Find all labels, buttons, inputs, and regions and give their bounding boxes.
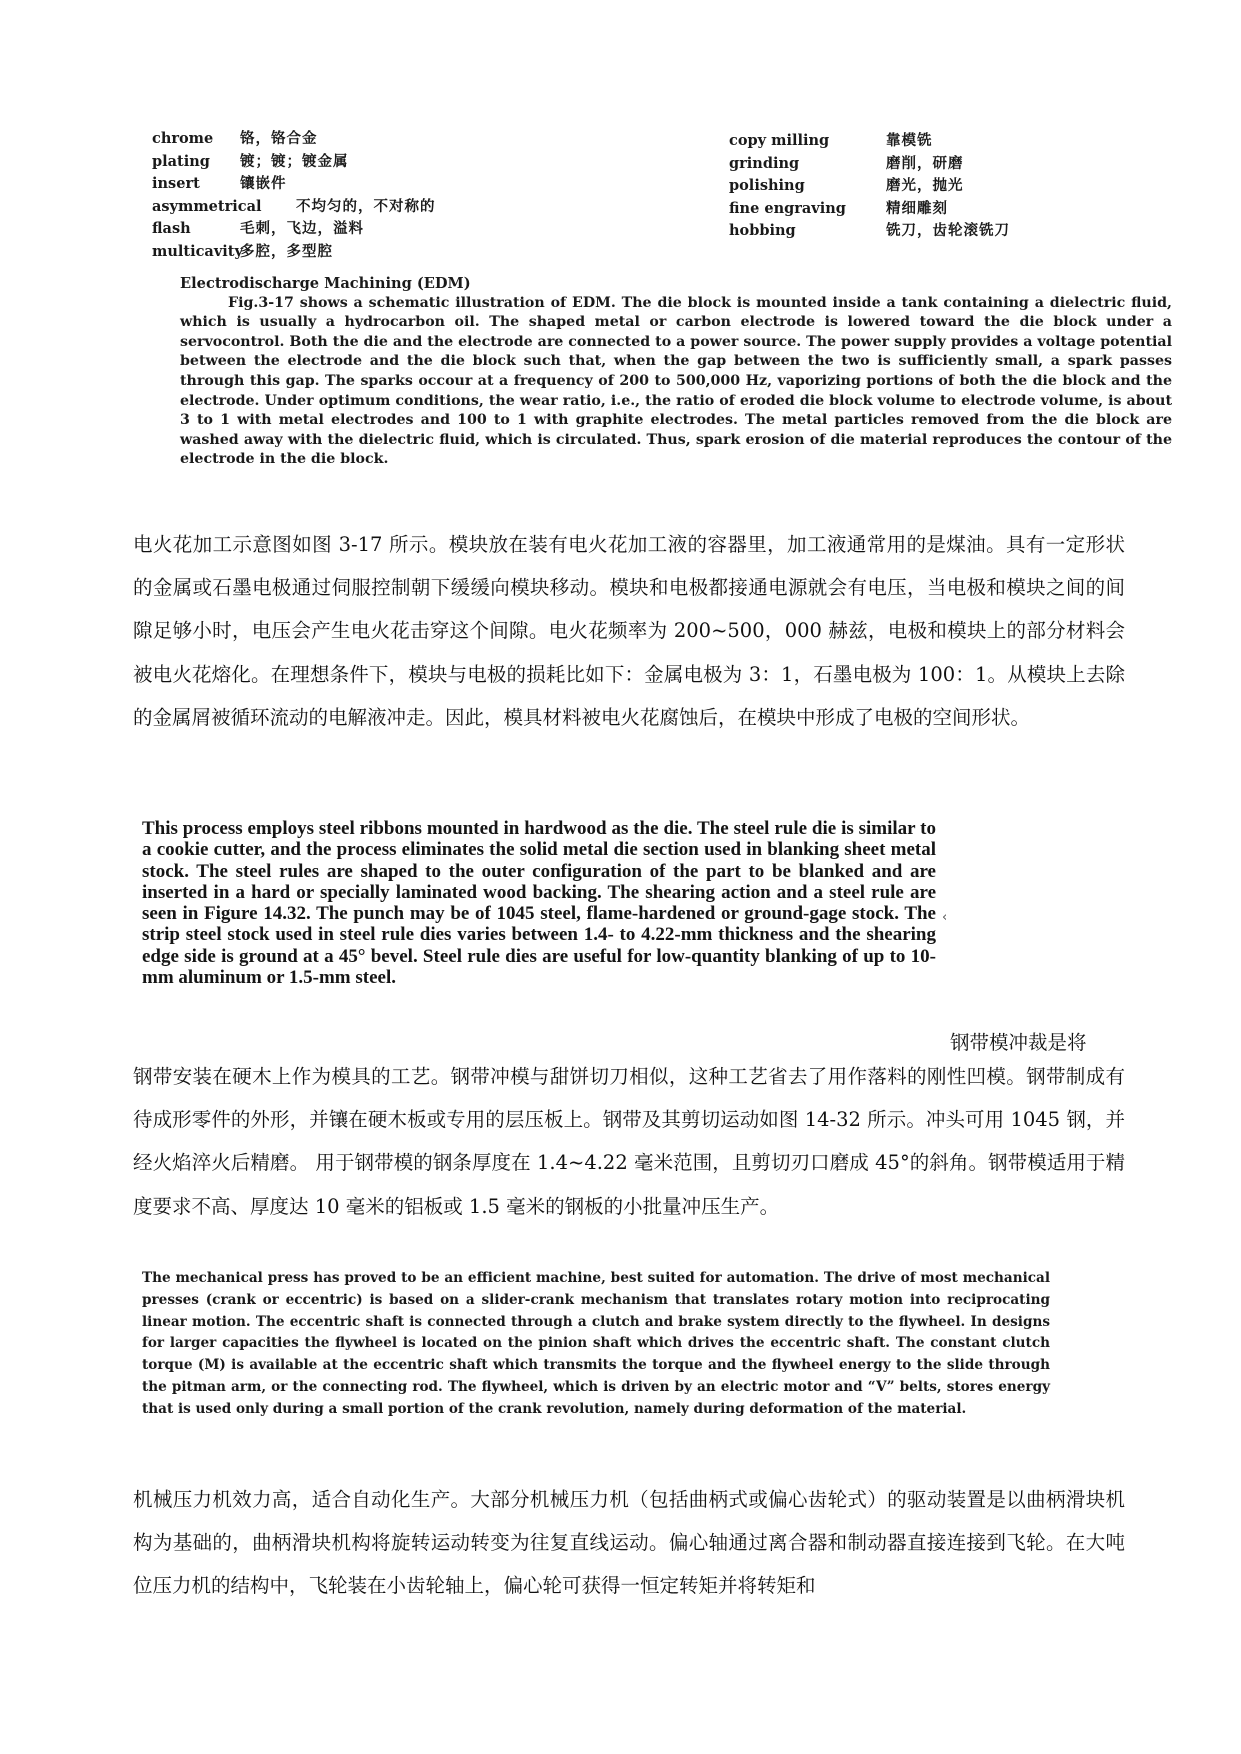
glossary-row: [152, 151, 622, 174]
mechanical-press-chinese-paragraph: 机械压力机效力高，适合自动化生产。大部分机械压力机（包括曲柄式或偏心齿轮式）的驱动装置是以曲柄滑块机构为基础的，曲柄滑块机构将旋转运动转变为往复直线运动。偏心轴通过离合器和制动器直接连接到飞轮。在大吨位压力机的结构中，飞轮装在小齿轮轴上，偏心轮可获得一恒定转矩并将转矩和: [133, 1488, 1125, 1598]
glossary-row: [152, 173, 622, 196]
glossary-right: [729, 130, 1129, 243]
glossary-row: [729, 153, 1129, 176]
glossary-translation: 靠模铣: [886, 132, 933, 149]
edm-chinese-paragraph: 电火花加工示意图如图 3-17 所示。模块放在装有电火花加工液的容器里，加工液通常用的是煤油。具有一定形状的金属或石墨电极通过伺服控制朝下缓缓向模块移动。模块和电极都接通电源就会有电压，当电极和模块之间的间隙足够小时，电压会产生电火花击穿这个间隙。电火花频率为 200~500，000 赫兹，电极和模块上的部分材料会被电火花熔化。在理想条件下，模块与电极的损耗比如下：金属电极为 3：1，石墨电极为 100：1。从模块上去除的金属屑被循环流动的电解液冲走。因此，模具材料被电火花腐蚀后，在模块中形成了电极的空间形状。: [133, 533, 1125, 729]
steel-rule-chinese-translation: [133, 1055, 1125, 1228]
glossary-term: copy milling: [729, 132, 830, 149]
glossary-translation: 磨削，研磨: [886, 154, 964, 172]
glossary-translation: 铣刀，齿轮滚铣刀: [886, 222, 1010, 239]
glossary-term: plating: [152, 152, 210, 170]
steel-rule-chinese-paragraph: 钢带安装在硬木上作为模具的工艺。钢带冲模与甜饼切刀相似，这种工艺省去了用作落料的刚性凹模。钢带制成有待成形零件的外形，并镶在硬木板或专用的层压板上。钢带及其剪切运动如图 14-32 所示。冲头可用 1045 钢，并经火焰淬火后精磨。 用于钢带模的钢条厚度在 1.4~4.22 毫米范围，且剪切刃口磨成 45°的斜角。钢带模适用于精度要求不高、厚度达 10 毫米的铝板或 1.5 毫米的钢板的小批量冲压生产。: [133, 1065, 1125, 1218]
steel-rule-english-passage: This process employs steel ribbons mounted in hardwood as the die. The steel rule die is similar to a cookie cutter, and the process eliminates the solid metal die section used in blanking sheet metal stock. The steel rules are shaped to the outer configuration of the part to be blanked and are inserted in a hard or specially laminated wood backing. The shearing action and a steel rule are seen in Figure 14.32. The punch may be of 1045 steel, flame-hardened or ground-gage stock. The strip steel stock used in steel rule dies varies between 1.4- to 4.22-mm thickness and the shearing edge side is ground at a 45° bevel. Steel rule dies are useful for low-quantity blanking of up to 10-mm aluminum or 1.5-mm steel.: [142, 818, 936, 989]
glossary-term: flash: [152, 220, 191, 237]
glossary-term: fine engraving: [729, 199, 846, 217]
glossary-translation: 毛刺，飞边，溢料: [240, 220, 364, 237]
mechanical-press-english-passage: [142, 1268, 1050, 1421]
edm-heading: Electrodischarge Machining (EDM): [180, 275, 471, 292]
glossary-term: grinding: [729, 154, 800, 172]
glossary-row: [729, 130, 1129, 153]
glossary-term: multicavity: [152, 242, 243, 260]
glossary-translation: 不均匀的，不对称的: [296, 197, 436, 215]
edm-chinese-translation: [133, 523, 1125, 739]
glossary-left: [152, 128, 622, 263]
glossary-translation: 镶嵌件: [240, 175, 287, 192]
mechanical-press-paragraph: The mechanical press has proved to be an efficient machine, best suited for automation. The drive of most mechanical presses (crank or eccentric) is based on a slider-crank mechanism that translates rotary motion into reciprocating linear motion. The eccentric shaft is connected through a clutch and brake system directly to the flywheel. In designs for larger capacities the flywheel is located on the pinion shaft which drives the eccentric shaft. The constant clutch torque (M) is available at the eccentric shaft which transmits the torque and the flywheel energy to the slide through the pitman arm, or the connecting rod. The flywheel, which is driven by an electric motor and “V” belts, stores energy that is used only during a small portion of the crank revolution, namely during deformation of the material.: [142, 1270, 1050, 1417]
glossary-row: [152, 241, 622, 264]
glossary-translation: 精细雕刻: [886, 199, 948, 217]
glossary-row: [729, 220, 1129, 243]
glossary-term: polishing: [729, 177, 805, 194]
glossary-translation: 镀；镀；镀金属: [240, 152, 349, 170]
glossary-row: [152, 128, 622, 151]
mechanical-press-chinese-translation: [133, 1478, 1125, 1608]
glossary-translation: 铬，铬合金: [240, 130, 318, 147]
glossary-row: [152, 218, 622, 241]
glossary-term: chrome: [152, 130, 214, 147]
glossary-row: [729, 175, 1129, 198]
scan-artifact-mark: ‹: [942, 910, 948, 925]
steel-rule-chinese-lead: 钢带模冲裁是将: [950, 1031, 1087, 1054]
glossary-translation: 磨光，抛光: [886, 177, 964, 194]
glossary-row: [729, 198, 1129, 221]
edm-paragraph: Fig.3-17 shows a schematic illustration of EDM. The die block is mounted inside a tank containing a dielectric fluid, which is usually a hydrocarbon oil. The shaped metal or carbon electrode is lowered toward the die block under a servocontrol. Both the die and the electrode are connected to a power source. The power supply provides a voltage potential between the electrode and the die block such that, when the gap between the two is sufficiently small, a spark passes through this gap. The sparks occour at a frequency of 200 to 500,000 Hz, vaporizing portions of both the die block and the electrode. Under optimum conditions, the wear ratio, i.e., the ratio of eroded die block volume to electrode volume, is about 3 to 1 with metal electrodes and 100 to 1 with graphite electrodes. The metal particles removed from the die block are washed away with the dielectric fluid, which is circulated. Thus, spark erosion of die material reproduces the contour of the electrode in the die block.: [180, 294, 1172, 468]
glossary-term: hobbing: [729, 222, 796, 239]
glossary-term: insert: [152, 175, 200, 192]
glossary-translation: 多腔，多型腔: [240, 242, 333, 260]
glossary-row: [152, 196, 622, 219]
glossary-term: asymmetrical: [152, 197, 262, 215]
edm-english-passage: [180, 274, 1172, 470]
